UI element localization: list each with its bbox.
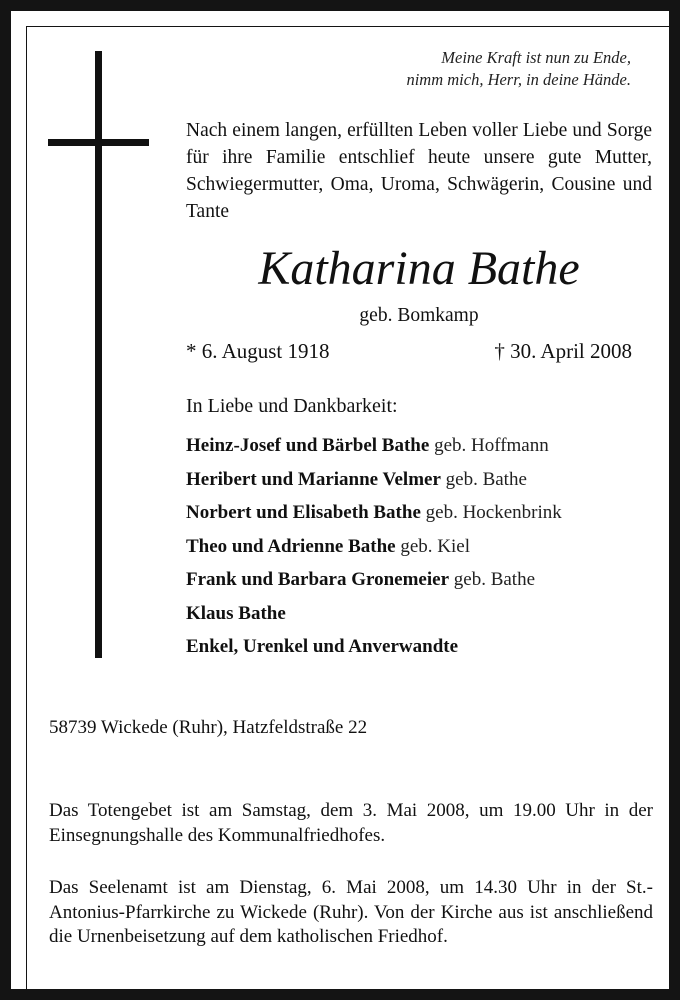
mourner-nee: geb. Hoffmann bbox=[434, 435, 549, 456]
prayer-notice: Das Totengebet ist am Samstag, dem 3. Mai 2008, um 19.00 Uhr in der Einsegnungshalle des Kommunalfriedhofes. bbox=[49, 800, 653, 846]
mourner-entry bbox=[186, 530, 562, 564]
gratitude-heading: In Liebe und Dankbarkeit: bbox=[186, 395, 398, 417]
mourner-entry bbox=[186, 496, 562, 530]
mourner-names: Klaus Bathe bbox=[186, 602, 286, 624]
mourner-names: Heribert und Marianne Velmer bbox=[186, 468, 441, 490]
mourner-names: Heinz-Josef und Bärbel Bathe bbox=[186, 435, 430, 456]
mourner-entry bbox=[186, 630, 562, 664]
requiem-notice: Das Seelenamt ist am Dienstag, 6. Mai 2008, um 14.30 Uhr in der St.-Antonius-Pfarrkirche zu Wickede (Ruhr). Von der Kirche aus ist anschließend die Urnenbeisetzung auf dem katholischen Friedhof. bbox=[49, 877, 653, 947]
mourner-names: Frank und Barbara Gronemeier bbox=[186, 569, 450, 590]
mourner-nee: geb. Hockenbrink bbox=[425, 502, 562, 523]
death-date: † 30. April 2008 bbox=[494, 339, 632, 363]
mourner-entry bbox=[186, 597, 562, 631]
mourners-list bbox=[186, 429, 562, 664]
life-dates bbox=[186, 337, 632, 365]
motto-line-1: Meine Kraft ist nun zu Ende, bbox=[441, 48, 631, 67]
motto-line-2: nimm mich, Herr, in deine Hände. bbox=[406, 70, 631, 89]
intro-text: Nach einem langen, erfüllten Leben voller Liebe und Sorge für ihre Familie entschlief heute unsere gute Mutter, Schwiegermutter, Oma, Uroma, Schwägerin, Cousine und Tante bbox=[186, 120, 652, 222]
mourner-names: Norbert und Elisabeth Bathe bbox=[186, 502, 421, 523]
maiden-name: geb. Bomkamp bbox=[359, 305, 479, 326]
mourner-names: Enkel, Urenkel und Anverwandte bbox=[186, 636, 459, 657]
cross-icon-crossbar bbox=[48, 139, 149, 146]
mourner-entry bbox=[186, 563, 562, 597]
family-address: 58739 Wickede (Ruhr), Hatzfeldstraße 22 bbox=[49, 717, 368, 738]
motto-verse bbox=[406, 47, 631, 91]
mourner-nee: geb. Bathe bbox=[453, 569, 536, 590]
mourner-entry bbox=[186, 463, 562, 497]
deceased-name: Katharina Bathe bbox=[258, 242, 580, 295]
mourner-entry bbox=[186, 429, 562, 463]
mourner-nee: geb. Kiel bbox=[400, 535, 470, 557]
birth-date: * 6. August 1918 bbox=[186, 339, 330, 363]
mourner-nee: geb. Bathe bbox=[445, 468, 527, 490]
mourner-names: Theo und Adrienne Bathe bbox=[186, 535, 396, 557]
